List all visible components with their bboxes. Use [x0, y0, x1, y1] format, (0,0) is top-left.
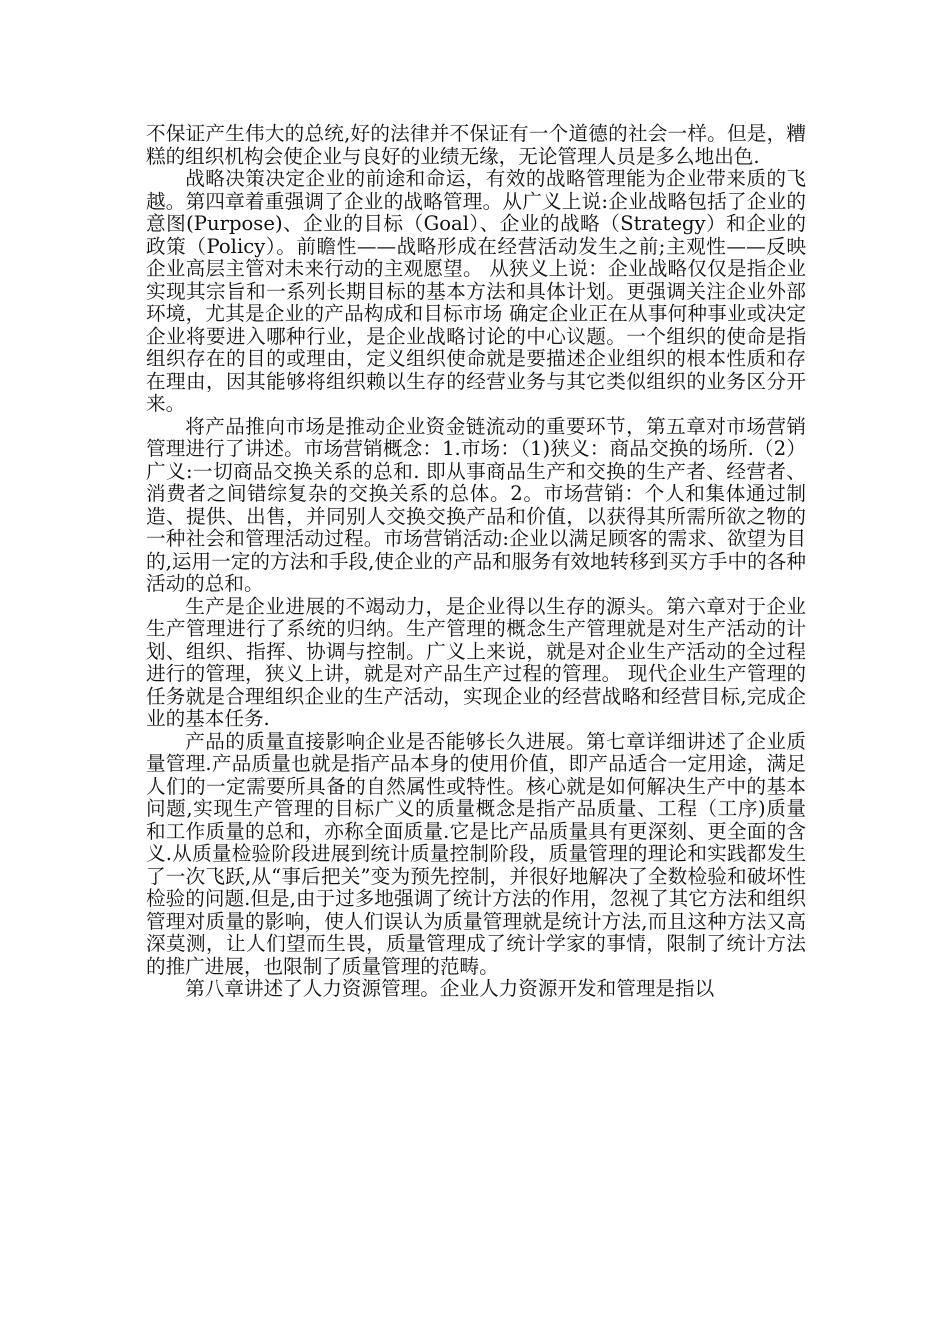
document-body	[146, 123, 806, 1001]
paragraph-1: 不保证产生伟大的总统,好的法律并不保证有一个道德的社会一样。但是，糟糕的组织机构会使企业与良好的业绩无缘，无论管理人员是多么地出色.	[146, 122, 806, 168]
paragraph-3: 将产品推向市场是推动企业资金链流动的重要环节，第五章对市场营销管理进行了讲述。市场营销概念：1.市场：（1)狭义：商品交换的场所.（2）广义:一切商品交换关系的总和. 即从事商品生产和交换的生产者、经营者、消费者之间错综复杂的交换关系的总体。2。市场营销：个人和集体通过制造、提供、出售，并同别人交换交换产品和价值，以获得其所需所欲之物的一种社会和管理活动过程。市场营销活动:企业以满足顾客的需求、欲望为目的,运用一定的方法和手段,使企业的产品和服务有效地转移到买方手中的各种活动的总和。	[146, 414, 806, 595]
paragraph-2: 战略决策决定企业的前途和命运，有效的战略管理能为企业带来质的飞越。第四章着重强调了企业的战略管理。从广义上说:企业战略包括了企业的意图(Purpose)、企业的目标（Goal）、企业的战略（Strategy）和企业的政策（Policy）。前瞻性——战略形成在经营活动发生之前;主观性——反映企业高层主管对未来行动的主观愿望。 从狭义上说：企业战略仅仅是指企业实现其宗旨和一系列长期目标的基本方法和具体计划。更强调关注企业外部环境，尤其是企业的产品构成和目标市场 确定企业正在从事何种事业或决定企业将要进入哪种行业，是企业战略讨论的中心议题。一个组织的使命是指组织存在的目的或理由，定义组织使命就是要描述企业组织的根本性质和存在理由，因其能够将组织赖以生存的经营业务与其它类似组织的业务区分开来。	[146, 167, 806, 415]
paragraph-6: 第八章讲述了人力资源管理。企业人力资源开发和管理是指以	[185, 977, 715, 1000]
paragraph-4: 生产是企业进展的不竭动力，是企业得以生存的源头。第六章对于企业生产管理进行了系统的归纳。生产管理的概念生产管理就是对生产活动的计划、组织、指挥、协调与控制。广义上来说，就是对企业生产活动的全过程进行的管理，狭义上讲，就是对产品生产过程的管理。 现代企业生产管理的任务就是合理组织企业的生产活动，实现企业的经营战略和经营目标,完成企业的基本任务.	[146, 594, 806, 730]
paragraph-5: 产品的质量直接影响企业是否能够长久进展。第七章详细讲述了企业质量管理.产品质量也就是指产品本身的使用价值，即产品适合一定用途，满足人们的一定需要所具备的自然属性或特性。核心就是如何解决生产中的基本问题,实现生产管理的目标广义的质量概念是指产品质量、工程（工序)质量和工作质量的总和，亦称全面质量.它是比产品质量具有更深刻、更全面的含义.从质量检验阶段进展到统计质量控制阶段，质量管理的理论和实践都发生了一次飞跃,从“事后把关”变为预先控制，并很好地解决了全数检验和破坏性检验的问题.但是,由于过多地强调了统计方法的作用，忽视了其它方法和组织管理对质量的影响，使人们误认为质量管理就是统计方法,而且这种方法又高深莫测，让人们望而生畏，质量管理成了统计学家的事情，限制了统计方法的推广进展，也限制了质量管理的范畴。	[146, 729, 806, 978]
